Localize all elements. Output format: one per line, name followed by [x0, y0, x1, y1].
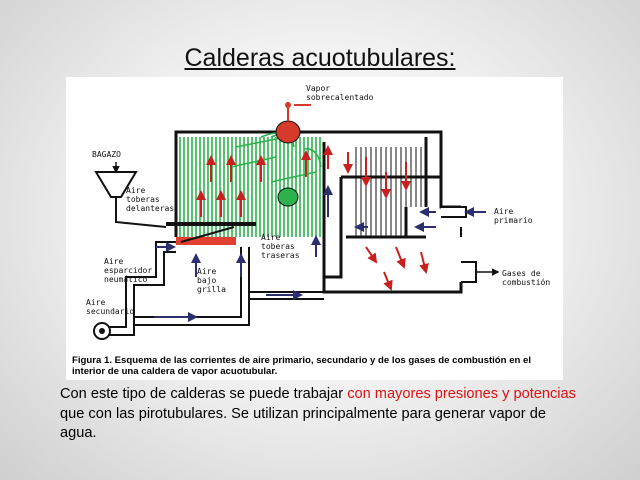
label-bajo-grilla-1: Aire: [197, 267, 217, 276]
body-text-end: que con las pirotubulares. Se utilizan principalmente para generar vapor de agua.: [60, 405, 546, 441]
label-toberas-del-1: Aire: [126, 186, 146, 195]
label-primario-1: Aire: [494, 207, 514, 216]
water-tube-bank: [180, 133, 321, 237]
label-toberas-tras-3: traseras: [261, 251, 300, 260]
gas-outlet: [461, 262, 476, 282]
body-text-start: Con este tipo de calderas se puede trabajar: [60, 386, 348, 402]
label-toberas-tras-1: Aire: [261, 233, 281, 242]
label-secundario-1: Aire: [86, 298, 106, 307]
label-esparcidor-1: Aire: [104, 257, 124, 266]
water-drum: [278, 188, 298, 206]
label-vapor-2: sobrecalentado: [306, 93, 374, 102]
valve-icon: [285, 102, 291, 108]
label-gases-1: Gases de: [502, 269, 541, 278]
boiler-figure: [66, 77, 563, 380]
label-toberas-del-2: toberas: [126, 195, 160, 204]
body-paragraph: [60, 385, 580, 444]
steam-drum: [276, 121, 300, 143]
label-gases-2: combustión: [502, 278, 551, 287]
label-toberas-del-3: delanteras: [126, 204, 175, 213]
label-primario-2: primario: [494, 216, 533, 225]
label-esparcidor-3: neumático: [104, 275, 148, 284]
gas-flow-arrows: [201, 147, 426, 289]
label-bajo-grilla-2: bajo: [197, 276, 217, 285]
boiler-diagram: [66, 77, 563, 380]
label-bagazo: BAGAZO: [92, 150, 121, 159]
label-esparcidor-2: esparcidor: [104, 266, 153, 275]
body-text-highlight: con mayores presiones y potencias: [347, 386, 576, 402]
label-bajo-grilla-3: grilla: [197, 285, 226, 294]
label-vapor-1: Vapor: [306, 84, 331, 93]
slide-title: Calderas acuotubulares:: [184, 44, 456, 72]
label-secundario-2: secundario: [86, 307, 135, 316]
figure-caption: Figura 1. Esquema de las corrientes de aire primario, secundario y de los gases de combustión en el interior de una caldera de vapor acuotubular.: [72, 355, 532, 377]
label-toberas-tras-2: toberas: [261, 242, 295, 251]
primary-air-duct: [441, 207, 466, 217]
